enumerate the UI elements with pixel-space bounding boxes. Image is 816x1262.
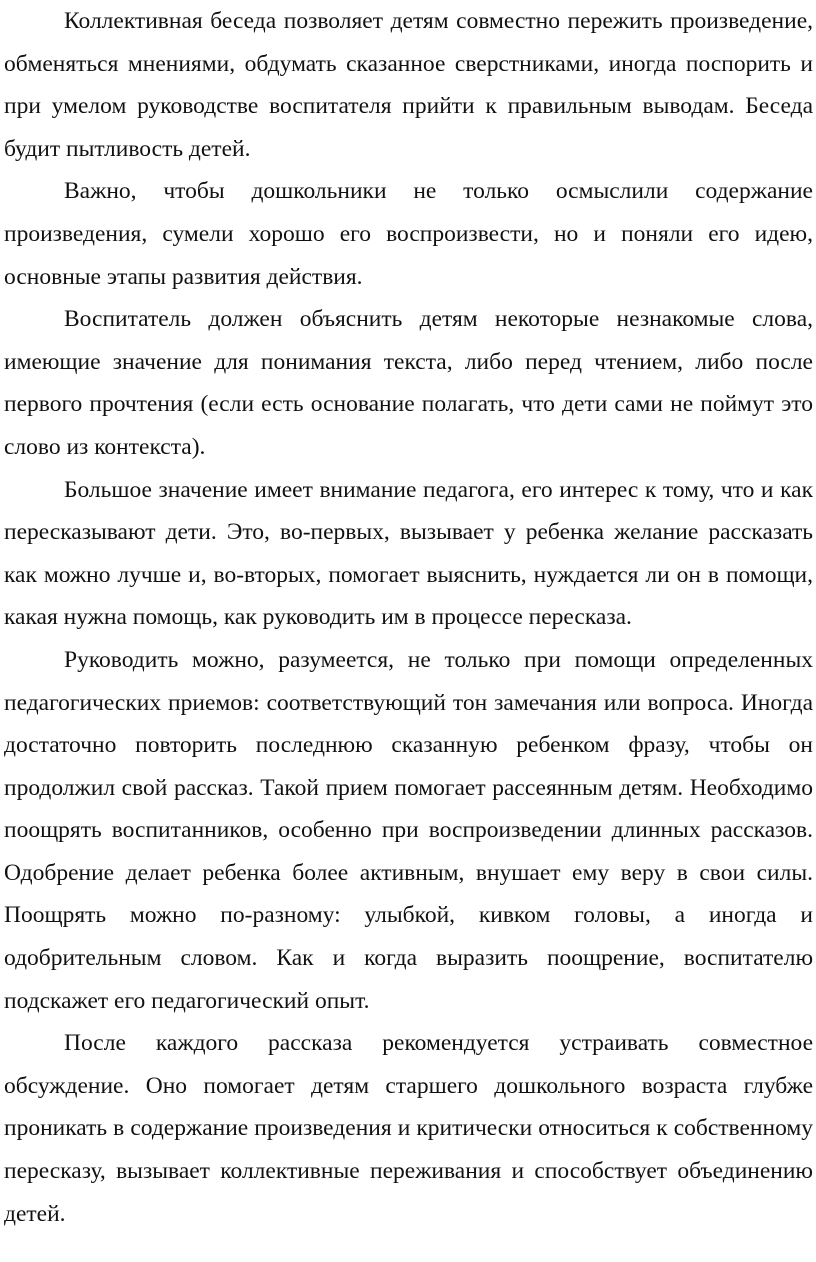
paragraph-joint-discussion: После каждого рассказа рекомендуется устраивать совместное обсуждение. Оно помогает детям старшего дошкольного возраста глубже проникать в содержание произведения и критически относиться к собственному пересказу, вызывает коллективные переживания и способствует объединению детей.: [4, 1030, 813, 1227]
paragraph-explaining-words: Воспитатель должен объяснить детям некоторые незнакомые слова, имеющие значение для понимания текста, либо перед чтением, либо после первого прочтения (если есть основание полагать, что дети сами не поймут это слово из контекста).: [4, 306, 813, 460]
paragraph-teacher-attention: Большое значение имеет внимание педагога, его интерес к тому, что и как пересказывают дети. Это, во-первых, вызывает у ребенка желание рассказать как можно лучше и, во-вторых, помогает выяснить, нуждается ли он в помощи, какая нужна помощь, как руководить им в процессе пересказа.: [4, 476, 813, 631]
document-page: [4, 0, 813, 1235]
paragraph-understanding-content: Важно, чтобы дошкольники не только осмыслили содержание произведения, сумели хорошо его воспроизвести, но и поняли его идею, основные этапы развития действия.: [4, 178, 813, 290]
paragraph-collective-conversation: Коллективная беседа позволяет детям совместно пережить произведение, обменяться мнениями, обдумать сказанное сверстниками, иногда поспорить и при умелом руководстве воспитателя прийти к правильным выводам. Беседа будит пытливость детей.: [4, 8, 813, 162]
paragraph-guidance-encouragement: Руководить можно, разумеется, не только при помощи определенных педагогических приемов: соответствующий тон замечания или вопроса. Иногда достаточно повторить последнюю сказанную ребенком фразу, чтобы он продолжил свой рассказ. Такой прием помогает рассеянным детям. Необходимо поощрять воспитанников, особенно при воспроизведении длинных рассказов. Одобрение делает ребенка более активным, внушает ему веру в свои силы. Поощрять можно по-разному: улыбкой, кивком головы, а иногда и одобрительным словом. Как и когда выразить поощрение, воспитателю подскажет его педагогический опыт.: [4, 646, 813, 1014]
